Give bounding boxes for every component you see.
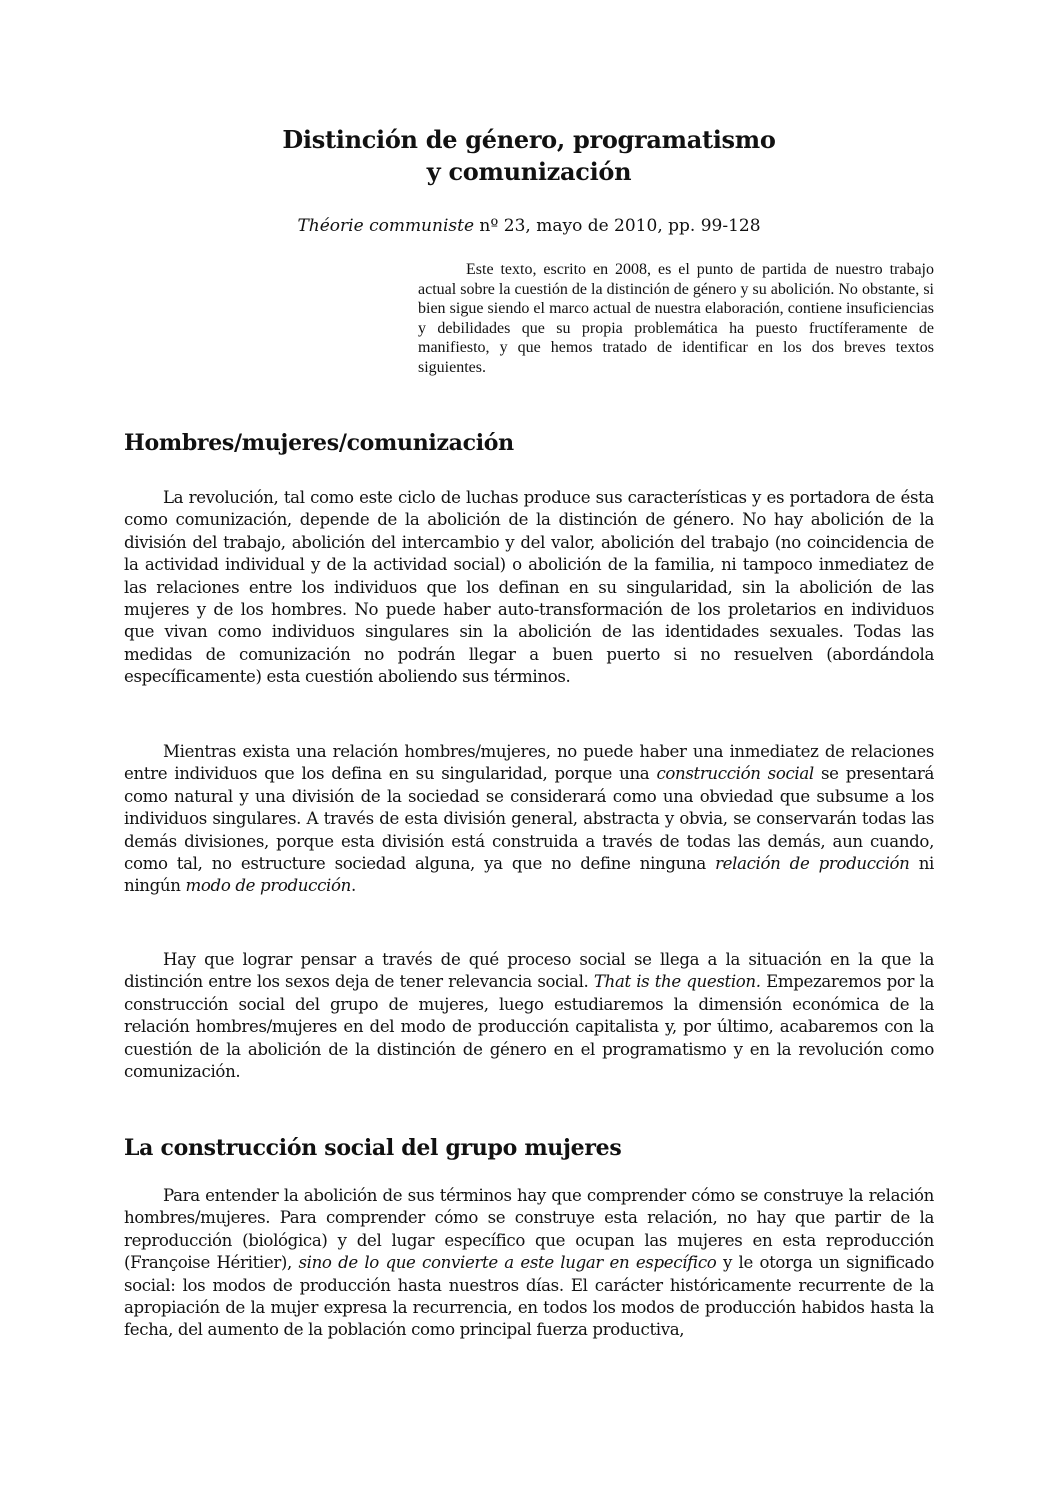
text-run: Para entender la abolición de sus términos hay que comprender cómo se construye la relación hombres/mujeres. Para comprender cómo se construye esta relación, no hay que partir de la reproducción (biológica) y del lugar específico que ocupan las mujeres en esta reproducción (Françoise Héritier), [124, 1186, 934, 1273]
section-heading-hombres-mujeres: Hombres/mujeres/comunización [124, 430, 514, 456]
paragraph-3 [124, 949, 934, 1083]
text-run: ni ningún [124, 854, 935, 896]
text-run: Empezaremos por la construcción social del grupo de mujeres, luego estudiaremos la dimensión económica de la relación hombres/mujeres en del modo de producción capitalista y, por último, acabaremos con la cuestión de la abolición de la distinción de género en el programatismo y en la revolución como comunización. [124, 972, 934, 1082]
title-line-1: Distinción de género, programatismo [282, 125, 776, 154]
source-citation [0, 214, 1058, 238]
text-run: Mientras exista una relación hombres/mujeres, no puede haber una inmediatez de relaciones entre individuos que los defina en su singularidad, porque una [124, 742, 934, 784]
citation-details: nº 23, mayo de 2010, pp. 99-128 [474, 216, 761, 236]
text-run: se presentará como natural y una división de la sociedad se considerará como una obviedad que subsume a los individuos singulares. A través de esta división general, abstracta y obvia, se conservarán todas las demás divisiones, porque esta división está construida a través de todas las demás, aun cuando, como tal, no estructure sociedad alguna, ya que no define ninguna [124, 764, 934, 874]
text-run: y le otorga un significado social: los modos de producción hasta nuestros días. El carácter históricamente recurrente de la apropiación de la mujer expresa la recurrencia, en todos los modos de producción habidos hasta la fecha, del aumento de la población como principal fuerza productiva, [124, 1253, 934, 1340]
italic-text-run: relación de producción [715, 854, 910, 874]
italic-text-run: modo de producción [185, 876, 351, 896]
section-heading-construccion-social: La construcción social del grupo mujeres [124, 1135, 622, 1161]
text-run: . [350, 876, 356, 896]
abstract-note: Este texto, escrito en 2008, es el punto de partida de nuestro trabajo actual sobre la cuestión de la distinción de género y su abolición. No obstante, si bien sigue siendo el marco actual de nuestra elaboración, contiene insuficiencias y debilidades que su propia problemática ha puesto fructíferamente de manifiesto, y que hemos tratado de identificar en los dos breves textos siguientes. [418, 261, 934, 376]
title-line-2: y comunización [426, 157, 632, 186]
paragraph-4 [124, 1185, 934, 1342]
text-run: Hay que lograr pensar a través de qué proceso social se llega a la situación en la que la distinción entre los sexos deja de tener relevancia social. [124, 950, 934, 992]
italic-text-run: sino de lo que convierte a este lugar en específico [298, 1253, 717, 1273]
italic-text-run: construcción social [656, 764, 814, 784]
paragraph-2 [124, 741, 934, 898]
journal-name: Théorie communiste [297, 216, 475, 236]
italic-text-run: That is the question. [593, 972, 761, 992]
paragraph-1: La revolución, tal como este ciclo de luchas produce sus características y es portadora de ésta como comunización, depende de la abolición de la distinción de género. No hay abolición de la división del trabajo, abolición del intercambio y del valor, abolición del trabajo (no coincidencia de la actividad individual y de la actividad social) o abolición de la familia, ni tampoco inmediatez de las relaciones entre los individuos que los definan en su singularidad, sin la abolición de las mujeres y de los hombres. No puede haber auto-transformación de los proletarios en individuos que vivan como individuos singulares sin la abolición de las identidades sexuales. Todas las medidas de comunización no podrán llegar a buen puerto si no resuelven (abordándola específicamente) esta cuestión aboliendo sus términos. [124, 488, 934, 687]
document-title [0, 124, 1058, 188]
